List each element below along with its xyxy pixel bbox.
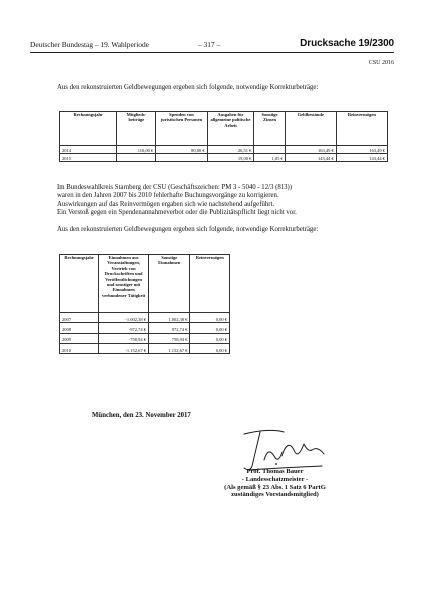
table1-cell: 26,51 € (207, 146, 254, 154)
table1-cell: 80,00 € (156, 146, 207, 154)
table1-cell: 143,44 € (285, 154, 336, 162)
table2-cell: -1.152,67 € (99, 343, 149, 353)
table2-cell: 2010 (60, 343, 99, 353)
page-header (30, 38, 394, 53)
table1-cell: 143,44 € (336, 154, 387, 162)
signer-note: zuständiges Vorstandsmitglied) (231, 491, 319, 499)
table-row (60, 313, 230, 323)
table1-cell: 19,00 € (207, 154, 254, 162)
table1-header: Ausgaben für allgemeine politische Arbeit (207, 112, 254, 146)
table-row (60, 343, 230, 353)
table2-cell: 0,00 € (190, 313, 230, 323)
table1-header: Geldbestände (285, 112, 336, 146)
correction-table-2 (59, 254, 230, 354)
table1-cell (254, 146, 285, 154)
header-document-prefix: Drucksache 19/ (300, 38, 373, 49)
header-parliament: Deutscher Bundestag – 19. Wahlperiode (30, 40, 149, 49)
table2-cell: -1.002,38 € (99, 313, 149, 323)
table2-cell: 0,00 € (190, 343, 230, 353)
table1-header-row (60, 112, 388, 146)
table2-header: Rechnungsjahr (60, 255, 99, 313)
table2-header-row (60, 255, 230, 313)
signer-note: (Als gemäß § 23 Abs. 1 Satz 6 PartG (224, 483, 326, 491)
table2-cell: 758,94 € (149, 333, 190, 343)
intro-paragraph-1: Aus den rekonstruierten Geldbewegungen ergeben sich folgende, notwendige Korrekturbeträge: (57, 84, 319, 91)
middle-line: waren in den Jahren 2007 bis 2010 fehlerhafte Buchungsvorgänge zu korrigieren. (57, 192, 279, 200)
table2-cell: 2008 (60, 323, 99, 333)
party-year-tag: CSU 2016 (368, 60, 394, 66)
table1-cell: 163,49 € (336, 146, 387, 154)
table2-cell: 1.152,67 € (149, 343, 190, 353)
signer-name: Prof. Thomas Bauer (246, 468, 304, 475)
header-document-number (300, 38, 394, 49)
table-row (60, 146, 388, 154)
table-row (60, 333, 230, 343)
table1-cell: 2015 (60, 154, 117, 162)
table2-cell: -972,74 € (99, 323, 149, 333)
header-page-number: – 317 – (198, 40, 221, 49)
table1-header: Reinvermögen (336, 112, 387, 146)
correction-table-1 (59, 111, 388, 162)
table2-cell: -758,94 € (99, 333, 149, 343)
table2-cell: 2007 (60, 313, 99, 323)
table1-header: Sonstige Zinsen (254, 112, 285, 146)
table-row (60, 154, 388, 162)
signer-role: - Landesschatzmeister - (241, 475, 309, 483)
table1-cell: 163,49 € (285, 146, 336, 154)
table2-header: Sonstige Einnahmen (149, 255, 190, 313)
table1-header: Mitglieds-beiträge (117, 112, 156, 146)
table1-cell: 1,05 € (254, 154, 285, 162)
handwritten-signature (238, 426, 328, 474)
table1-cell: 110,00 € (117, 146, 156, 154)
table2-cell: 0,00 € (190, 323, 230, 333)
middle-line: Im Bundeswahlkreis Starnberg der CSU (Geschäftszeichen: PM 3 - 5040 - 12/3 (813)) (57, 184, 293, 191)
middle-paragraph (57, 184, 387, 217)
table1-cell (117, 154, 156, 162)
table-row (60, 323, 230, 333)
table2-header: Reinvermögen (190, 255, 230, 313)
table2-cell: 2009 (60, 333, 99, 343)
intro-paragraph-2: Aus den rekonstruierten Geldbewegungen ergeben sich folgende, notwendige Korrekturbeträge: (57, 226, 319, 233)
signer-block (200, 468, 350, 499)
place-and-date: München, den 23. November 2017 (92, 412, 191, 419)
table1-header: Spenden von juristischen Personen (156, 112, 207, 146)
table2-header: Einnahmen aus Veranstaltungen, Vertrieb von Druckschriften und Veröffentlichungen und sonstiger mit Einnahmen verbundener Tätigkeit (99, 255, 149, 313)
table1-header: Rechnungsjahr (60, 112, 117, 146)
table2-cell: 0,00 € (190, 333, 230, 343)
table2-cell: 1.002,38 € (149, 313, 190, 323)
middle-line: Auswirkungen auf das Reinvermögen ergaben sich wie nachstehend aufgeführt. (57, 200, 275, 208)
table1-cell (156, 154, 207, 162)
table1-cell: 2014 (60, 146, 117, 154)
header-document-id: 2300 (372, 38, 394, 49)
table2-cell: 972,74 € (149, 323, 190, 333)
middle-line: Ein Verstoß gegen ein Spendenannahmeverbot oder die Publizitätspflicht liegt nicht vor. (57, 208, 297, 216)
